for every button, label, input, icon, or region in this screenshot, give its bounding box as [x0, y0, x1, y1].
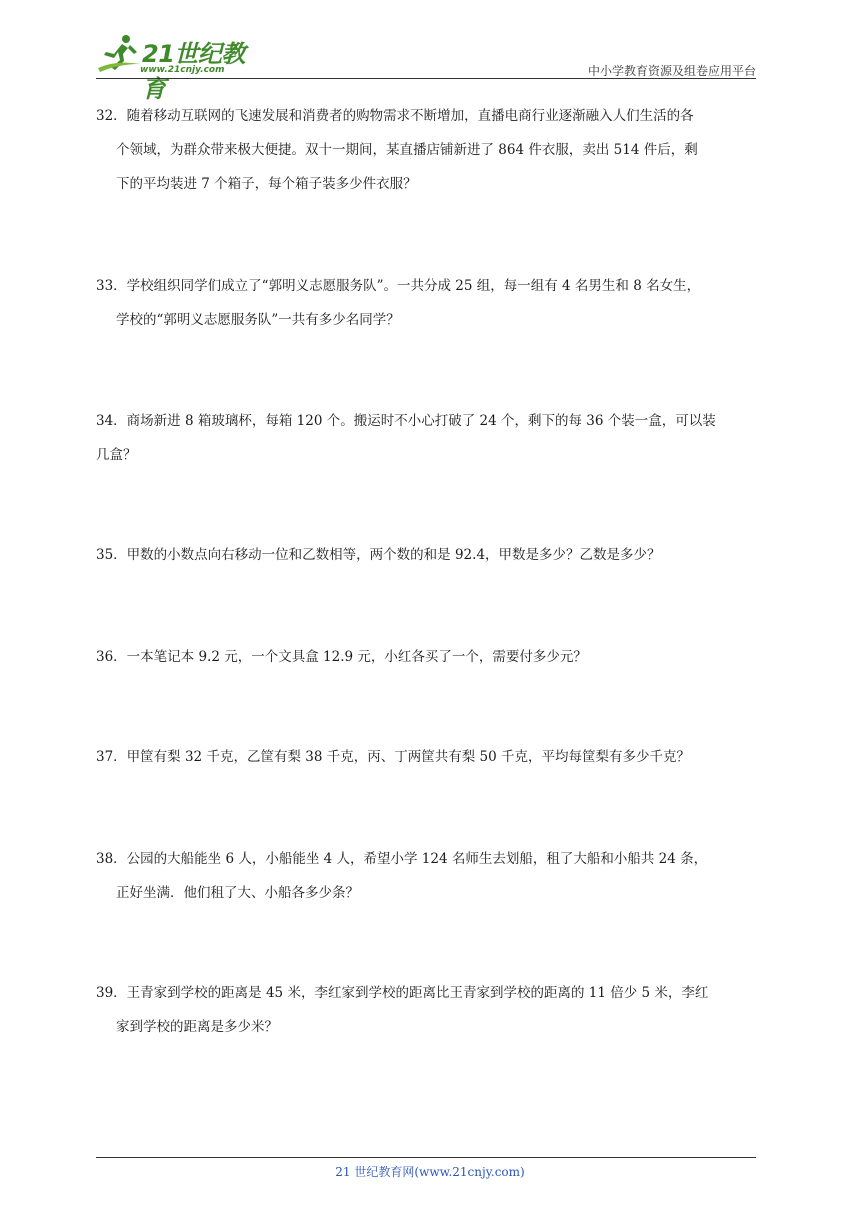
page-header: [96, 28, 756, 103]
logo-text: 21世纪教育: [142, 40, 245, 103]
logo: [96, 34, 266, 103]
question-line: 36．一本笔记本 9.2 元，一个文具盒 12.9 元，小红各买了一个，需要付多少元？: [96, 649, 587, 665]
footer-text: 21 世纪教育网(www.21cnjy.com): [335, 1165, 525, 1179]
question-32: [96, 99, 764, 201]
question-33: [96, 269, 764, 337]
question-line: 32．随着移动互联网的飞速发展和消费者的购物需求不断增加，直播电商行业逐渐融入人们生活的各: [96, 108, 694, 124]
question-38: [96, 842, 764, 910]
question-39: [96, 976, 764, 1044]
question-35: [96, 538, 764, 572]
question-34: [96, 404, 764, 472]
question-line: 个领域，为群众带来极大便捷。双十一期间，某直播店铺新进了 864 件衣服，卖出 514 件后，剩: [116, 142, 698, 158]
footer-divider: [96, 1157, 756, 1158]
question-line: 38．公园的大船能坐 6 人，小船能坐 4 人，希望小学 124 名师生去划船，租了大船和小船共 24 条，: [96, 851, 708, 867]
logo-url: www.21cnjy.com: [140, 65, 225, 75]
question-line: 学校的“郭明义志愿服务队”一共有多少名同学？: [116, 312, 400, 328]
question-line: 39．王青家到学校的距离是 45 米，李红家到学校的距离比王青家到学校的距离的 11 倍少 5 米，李红: [96, 985, 709, 1001]
question-37: [96, 740, 764, 774]
question-line: 37．甲筐有梨 32 千克，乙筐有梨 38 千克，丙、丁两筐共有梨 50 千克，平均每筐梨有多少千克？: [96, 749, 690, 765]
platform-name: 中小学教育资源及组卷应用平台: [587, 64, 756, 78]
question-36: [96, 640, 764, 674]
question-line: 正好坐满．他们租了大、小船各多少条？: [116, 885, 359, 901]
header-divider: [96, 78, 756, 79]
question-line: 35．甲数的小数点向右移动一位和乙数相等，两个数的和是 92.4，甲数是多少？乙数是多少？: [96, 547, 661, 563]
question-line: 33．学校组织同学们成立了“郭明义志愿服务队”。一共分成 25 组，每一组有 4 名男生和 8 名女生，: [96, 278, 701, 294]
question-line: 几盒？: [96, 447, 137, 463]
runner-logo-icon: [96, 34, 142, 74]
question-line: 34．商场新进 8 箱玻璃杯，每箱 120 个。搬运时不小心打破了 24 个，剩下的每 36 个装一盒，可以装: [96, 413, 716, 429]
question-line: 家到学校的距离是多少米？: [116, 1019, 278, 1035]
question-line: 下的平均装进 7 个箱子，每个箱子装多少件衣服？: [116, 176, 417, 192]
